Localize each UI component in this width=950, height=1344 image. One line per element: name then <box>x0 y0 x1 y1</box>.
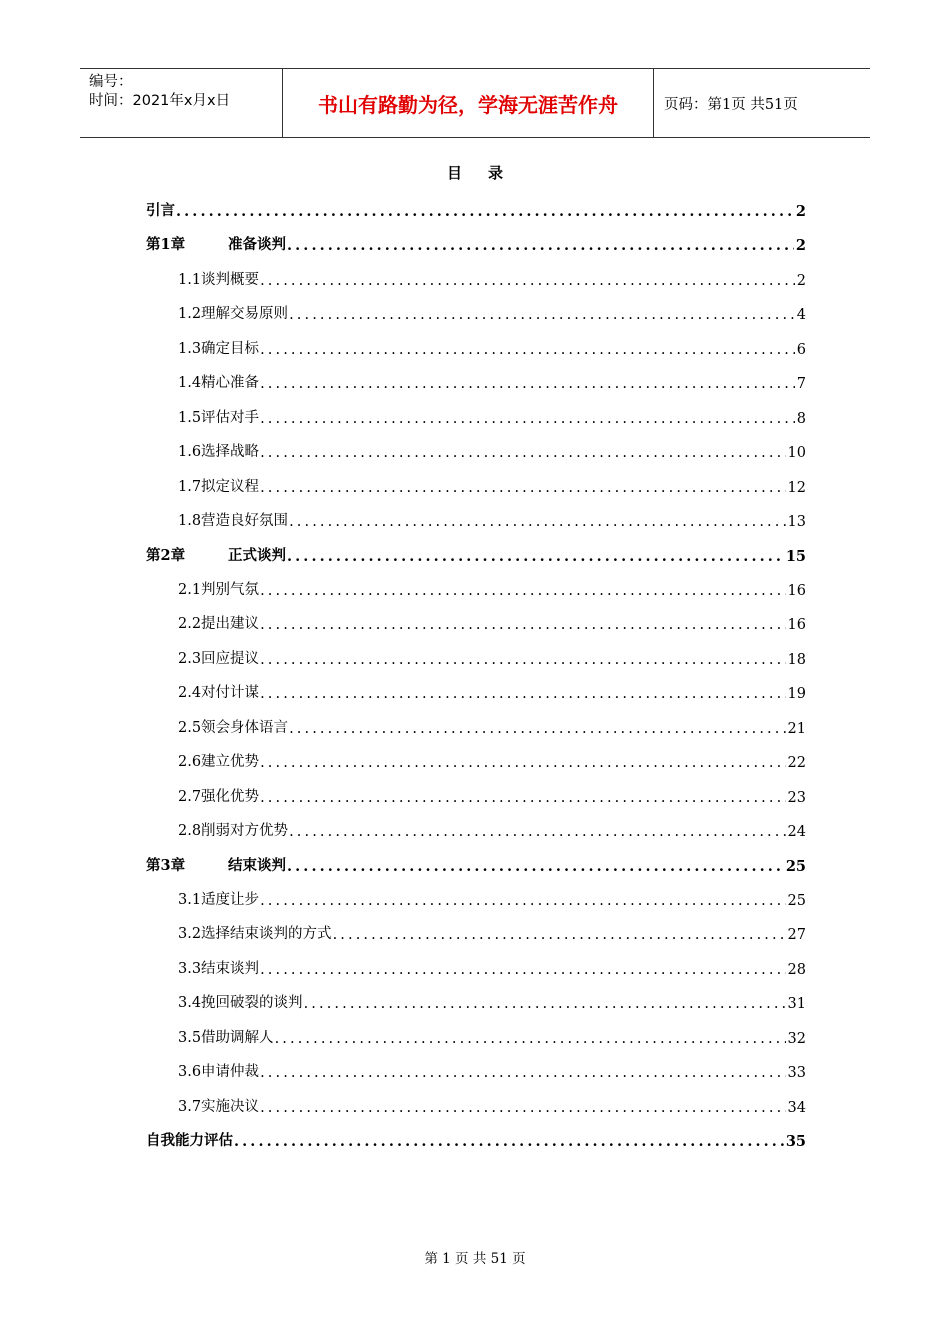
toc-chapter-number: 第3章 <box>146 856 186 874</box>
toc-entry-title: 2.7强化优势 <box>178 788 260 805</box>
toc-entry-title: 3.1适度让步 <box>178 892 260 908</box>
toc-page-number: 16 <box>787 582 806 599</box>
toc-leader-dots <box>260 617 785 633</box>
toc-entry-label <box>178 578 259 599</box>
toc-entry[interactable] <box>178 816 806 840</box>
toc-entry-label <box>178 1060 259 1081</box>
number-label: 编号： <box>89 74 133 90</box>
toc-entry[interactable] <box>178 747 806 771</box>
toc-page-number: 24 <box>787 824 806 841</box>
toc-page-number: 6 <box>796 341 806 358</box>
toc-leader-dots <box>260 893 785 909</box>
toc-entry-label <box>178 268 259 289</box>
toc-entry[interactable] <box>146 851 806 875</box>
toc-page-number: 25 <box>785 857 806 875</box>
toc-entry-title: 1.4精心准备 <box>178 375 260 392</box>
toc-entry[interactable] <box>178 403 806 427</box>
motto: 书山有路勤为径，学海无涯苦作舟 <box>282 69 654 137</box>
toc-page-number: 2 <box>795 203 806 220</box>
toc-entry-title: 正式谈判 <box>228 546 286 564</box>
toc-title-right: 录 <box>488 164 504 182</box>
toc-entry-label <box>178 371 259 392</box>
toc-page-number: 2 <box>796 272 806 289</box>
toc-entry[interactable] <box>178 644 806 668</box>
toc-chapter-number: 第2章 <box>146 546 186 564</box>
toc-entry[interactable] <box>146 230 806 254</box>
toc-page-number: 28 <box>787 961 806 978</box>
toc-leader-dots <box>260 1065 785 1081</box>
toc-page-number: 16 <box>787 617 806 634</box>
toc-entry-label <box>178 1095 259 1116</box>
toc-entry-title: 3.4挽回破裂的谈判 <box>178 995 303 1012</box>
toc-leader-dots <box>234 1133 784 1150</box>
time-label: 时间：2021年x月x日 <box>89 93 231 109</box>
toc-entry[interactable] <box>146 541 806 565</box>
toc-page-number: 7 <box>796 376 806 393</box>
toc-entry[interactable] <box>178 988 806 1012</box>
toc-entry-title: 1.2理解交易原则 <box>178 306 289 323</box>
toc-entry-label <box>178 475 259 496</box>
toc-page-number: 21 <box>787 720 806 737</box>
toc-page-number: 25 <box>787 893 806 909</box>
toc-leader-dots <box>260 686 785 702</box>
toc-entry-title: 2.8削弱对方优势 <box>178 823 289 840</box>
toc-page-number: 27 <box>787 927 806 944</box>
toc-leader-dots <box>289 824 785 840</box>
toc-entry[interactable] <box>178 678 806 702</box>
toc-entry[interactable] <box>178 1023 806 1047</box>
toc-entry-title: 1.5评估对手 <box>178 409 260 426</box>
toc-leader-dots <box>260 790 785 806</box>
toc-entry-label <box>178 681 259 702</box>
toc-entry[interactable] <box>178 265 806 289</box>
toc-entry-title: 引言 <box>146 202 175 219</box>
toc-leader-dots <box>260 755 785 771</box>
toc-entry[interactable] <box>178 299 806 323</box>
toc-leader-dots <box>260 445 785 461</box>
toc-entry-title: 3.2选择结束谈判的方式 <box>178 926 332 943</box>
toc-page-number: 10 <box>787 445 806 462</box>
toc-page-number: 32 <box>787 1030 806 1047</box>
toc-entry-title: 2.2提出建议 <box>178 616 260 633</box>
toc-entry-title: 2.6建立优势 <box>178 754 260 771</box>
toc-entry-title: 2.4对付计谋 <box>178 685 260 702</box>
toc-entry[interactable] <box>146 196 806 220</box>
toc-entry[interactable] <box>178 1092 806 1116</box>
toc-entry-title: 3.3结束谈判 <box>178 960 260 977</box>
toc-entry-title: 2.5领会身体语言 <box>178 719 289 736</box>
toc-leader-dots <box>260 652 785 668</box>
toc-entry-label <box>178 302 288 323</box>
toc-page-number: 12 <box>787 479 806 496</box>
toc-entry-title: 自我能力评估 <box>146 1132 233 1150</box>
toc-entry-label <box>178 406 259 427</box>
toc-leader-dots <box>287 548 784 565</box>
toc-leader-dots <box>275 1031 786 1047</box>
toc-page-number: 4 <box>796 307 806 324</box>
page-header <box>80 68 870 138</box>
page-footer: 第 1 页 共 51 页 <box>424 1251 526 1267</box>
toc-entry-title: 3.6申请仲裁 <box>178 1064 260 1081</box>
toc-entry-label <box>178 337 259 358</box>
toc-leader-dots <box>289 307 795 323</box>
toc-leader-dots <box>260 411 795 427</box>
toc-entry[interactable] <box>146 1126 806 1150</box>
toc-leader-dots <box>287 237 794 254</box>
toc-page-number: 22 <box>787 755 806 772</box>
toc-leader-dots <box>260 273 795 289</box>
toc-entry[interactable] <box>178 1057 806 1081</box>
toc-title-left: 目 <box>446 164 462 182</box>
toc-page-number: 33 <box>787 1065 806 1082</box>
toc-page-number: 34 <box>787 1099 806 1116</box>
toc-entry-label <box>146 1129 233 1150</box>
toc-entry[interactable] <box>178 437 806 461</box>
toc-entry[interactable] <box>178 713 806 737</box>
toc-leader-dots <box>260 1100 785 1116</box>
toc-page-number: 13 <box>787 514 806 531</box>
toc-leader-dots <box>287 858 784 875</box>
toc-entry-label <box>178 612 259 633</box>
toc-entry-label <box>178 957 259 978</box>
toc-leader-dots <box>260 962 785 978</box>
toc-entry-title: 结束谈判 <box>228 856 286 874</box>
toc-entry-label <box>178 922 332 943</box>
toc-page-number: 35 <box>785 1133 806 1151</box>
toc-entry[interactable] <box>178 368 806 392</box>
toc-entry-label <box>178 785 259 806</box>
toc-page-number: 2 <box>795 237 806 255</box>
toc-leader-dots <box>260 376 795 392</box>
header-info <box>80 69 282 137</box>
toc-entry-title: 1.8营造良好氛围 <box>178 513 289 530</box>
toc-entry-title: 2.1判别气氛 <box>178 581 260 598</box>
toc-page-number: 8 <box>796 410 806 427</box>
toc-entry-label <box>146 199 175 220</box>
toc-entry-label <box>178 509 288 530</box>
toc-entry[interactable] <box>178 472 806 496</box>
toc-entry-title: 1.7拟定议程 <box>178 478 260 495</box>
toc-leader-dots <box>333 927 786 943</box>
header-page-info: 页码：第1页 共51页 <box>664 96 798 113</box>
toc-entry-label <box>178 888 259 909</box>
toc-entry-label <box>146 544 286 565</box>
toc-page-number: 18 <box>787 651 806 668</box>
toc-leader-dots <box>260 342 795 358</box>
toc-entry[interactable] <box>178 919 806 943</box>
toc-entry[interactable] <box>178 954 806 978</box>
toc-entry-label <box>178 716 288 737</box>
toc-leader-dots <box>289 721 785 737</box>
toc-entry[interactable] <box>178 506 806 530</box>
toc-entry[interactable] <box>178 575 806 599</box>
toc-leader-dots <box>260 583 785 599</box>
toc-entry[interactable] <box>178 782 806 806</box>
toc-page-number: 31 <box>787 996 806 1013</box>
toc-page-number: 15 <box>785 547 806 565</box>
toc-entry-label <box>178 991 303 1012</box>
toc-leader-dots <box>176 203 794 220</box>
toc-entry[interactable] <box>178 609 806 633</box>
toc-entry-title: 3.7实施决议 <box>178 1098 260 1115</box>
toc-entry[interactable] <box>178 885 806 909</box>
toc-entry[interactable] <box>178 334 806 358</box>
toc-leader-dots <box>289 514 785 530</box>
toc-entry-label <box>146 233 286 254</box>
toc-entry-title: 1.6选择战略 <box>178 444 260 461</box>
toc-entry-label <box>178 1026 274 1047</box>
toc-entry-title: 1.3确定目标 <box>178 340 260 357</box>
toc-page-number: 23 <box>787 789 806 806</box>
toc-entry-title: 3.5借助调解人 <box>178 1029 274 1046</box>
toc-entry-label <box>178 819 288 840</box>
toc-entry-label <box>178 440 259 461</box>
toc-entry-label <box>178 647 259 668</box>
toc-leader-dots <box>260 480 785 496</box>
toc-chapter-number: 第1章 <box>146 236 186 254</box>
toc-entry-title: 1.1谈判概要 <box>178 271 260 288</box>
toc-title <box>0 162 950 183</box>
toc-page-number: 19 <box>787 686 806 703</box>
toc-leader-dots <box>304 996 786 1012</box>
toc-entry-title: 准备谈判 <box>228 236 286 254</box>
toc-entry-label <box>146 854 286 875</box>
toc-entry-title: 2.3回应提议 <box>178 650 260 667</box>
toc-entry-label <box>178 750 259 771</box>
